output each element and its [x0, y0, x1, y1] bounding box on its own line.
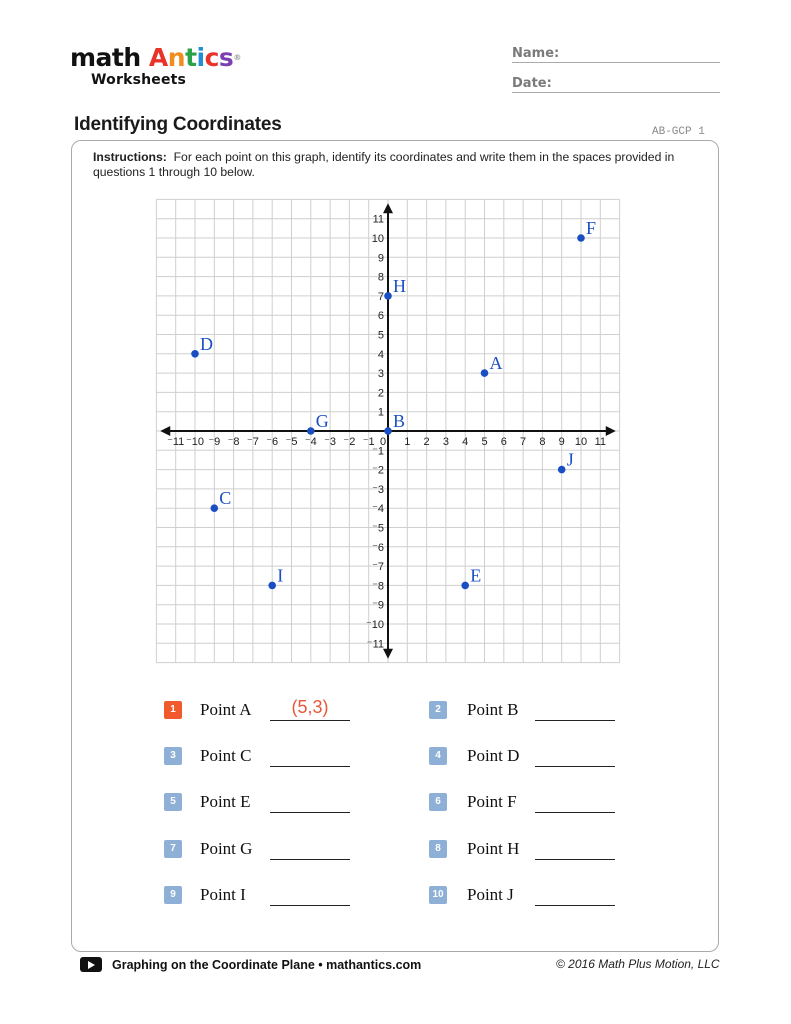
registered-mark: ® — [233, 53, 241, 62]
question-9 — [164, 885, 364, 909]
y-tick-label: ⁻10 — [365, 619, 384, 631]
question-number-badge: 4 — [429, 747, 447, 765]
coordinate-plane — [150, 195, 630, 670]
question-3 — [164, 746, 364, 770]
question-7 — [164, 839, 364, 863]
question-number-badge: 8 — [429, 840, 447, 858]
point-b — [384, 427, 392, 435]
math-antics-logo — [70, 44, 241, 88]
question-6 — [429, 792, 629, 816]
point-f — [577, 234, 585, 242]
question-5 — [164, 792, 364, 816]
point-h — [384, 292, 392, 300]
y-tick-label: ⁻6 — [372, 541, 384, 554]
point-label-h: H — [393, 275, 406, 296]
x-axis-left-arrow-icon — [160, 426, 170, 436]
point-label: Point I — [200, 885, 246, 904]
y-tick-label: ⁻5 — [372, 522, 384, 535]
y-tick-label: 3 — [377, 368, 384, 381]
x-tick-label: ⁻7 — [246, 436, 259, 448]
question-number-badge: 10 — [429, 886, 447, 904]
worksheet-code: AB-GCP 1 — [652, 126, 705, 138]
x-tick-label: 6 — [500, 436, 507, 448]
y-tick-label: ⁻7 — [372, 561, 384, 574]
point-d — [191, 350, 199, 358]
logo-letter: t — [185, 43, 197, 72]
page-title: Identifying Coordinates — [74, 114, 282, 135]
y-tick-label: ⁻2 — [372, 464, 384, 477]
question-4 — [429, 746, 629, 770]
x-tick-label: 10 — [574, 436, 588, 448]
answer-field[interactable] — [270, 720, 350, 721]
point-g — [307, 427, 315, 435]
answer-field[interactable] — [270, 812, 350, 813]
x-tick-label: ⁻9 — [208, 436, 221, 448]
point-label-a: A — [489, 353, 503, 374]
x-tick-label: ⁻3 — [324, 436, 337, 448]
y-tick-label: ⁻3 — [372, 483, 384, 496]
answer-value: (5,3) — [291, 697, 329, 717]
question-2 — [429, 700, 629, 724]
y-tick-label: 6 — [377, 310, 384, 323]
y-tick-label: 1 — [377, 406, 384, 419]
answer-field[interactable] — [535, 905, 615, 906]
x-tick-label: ⁻2 — [343, 436, 356, 448]
x-tick-label: 11 — [594, 436, 607, 448]
logo-letter: i — [196, 43, 205, 72]
x-tick-label: 1 — [404, 436, 411, 448]
copyright: © 2016 Math Plus Motion, LLC — [556, 957, 720, 971]
answer-field[interactable] — [535, 766, 615, 767]
y-axis-up-arrow-icon — [383, 203, 393, 213]
answer-field[interactable] — [270, 905, 350, 906]
question-8 — [429, 839, 629, 863]
x-tick-label: ⁻11 — [167, 436, 185, 448]
answer-field[interactable] — [535, 720, 615, 721]
point-label-i: I — [277, 565, 284, 586]
point-label: Point D — [467, 746, 520, 765]
point-label: Point H — [467, 839, 520, 858]
y-tick-label: 9 — [377, 252, 384, 265]
question-number-badge: 3 — [164, 747, 182, 765]
answer-field[interactable] — [270, 766, 350, 767]
point-label-c: C — [219, 488, 232, 509]
x-tick-label: 7 — [520, 436, 527, 448]
point-j — [558, 466, 566, 474]
question-number-badge: 9 — [164, 886, 182, 904]
point-label: Point C — [200, 746, 252, 765]
question-number-badge: 7 — [164, 840, 182, 858]
x-tick-label: 8 — [539, 436, 546, 448]
x-tick-label: ⁻10 — [185, 436, 205, 448]
point-label-f: F — [586, 218, 597, 238]
answer-field[interactable] — [535, 859, 615, 860]
y-tick-label: ⁻4 — [372, 503, 384, 516]
instructions — [93, 150, 693, 180]
y-tick-label: 2 — [377, 387, 384, 400]
y-tick-label: 8 — [377, 271, 384, 284]
logo-letter: c — [204, 43, 219, 72]
y-tick-label: ⁻9 — [372, 599, 384, 612]
x-tick-label: 2 — [423, 436, 430, 448]
y-tick-label: 4 — [377, 348, 384, 361]
date-label: Date: — [512, 76, 552, 91]
footer-video-title: Graphing on the Coordinate Plane • mathantics.com — [112, 957, 422, 972]
y-axis-down-arrow-icon — [383, 649, 393, 659]
question-number-badge: 2 — [429, 701, 447, 719]
x-axis-right-arrow-icon — [606, 426, 616, 436]
point-label-g: G — [315, 411, 329, 431]
y-tick-label: 5 — [377, 329, 384, 342]
y-tick-label: 7 — [377, 290, 384, 303]
y-tick-label: ⁻11 — [366, 638, 384, 651]
answer-field[interactable] — [270, 859, 350, 860]
question-number-badge: 6 — [429, 793, 447, 811]
y-tick-label: 11 — [372, 213, 384, 226]
point-label: Point E — [200, 792, 251, 811]
question-10 — [429, 885, 629, 909]
logo-letter: s — [218, 43, 234, 72]
logo-subtitle: Worksheets — [91, 72, 187, 88]
name-label: Name: — [512, 46, 560, 61]
name-field[interactable] — [512, 62, 720, 63]
play-icon — [80, 957, 102, 972]
x-tick-label: 5 — [481, 436, 488, 448]
x-tick-label: 0 — [379, 436, 387, 448]
instructions-text: For each point on this graph, identify its coordinates and write them in the spaces provided in questions 1 through 10 below. — [93, 150, 675, 179]
logo-letter: n — [167, 43, 186, 72]
footer-video-link[interactable] — [80, 957, 421, 972]
y-tick-label: 10 — [371, 233, 384, 245]
instructions-label: Instructions: — [93, 150, 167, 164]
point-label: Point B — [467, 700, 519, 719]
point-label: Point F — [467, 792, 517, 811]
x-tick-label: 9 — [558, 436, 565, 448]
x-tick-label: 4 — [462, 436, 469, 448]
point-i — [268, 582, 276, 590]
question-number-badge: 5 — [164, 793, 182, 811]
point-label: Point A — [200, 700, 252, 719]
x-tick-label: ⁻1 — [362, 436, 375, 448]
question-number-badge: 1 — [164, 701, 182, 719]
x-tick-label: ⁻6 — [266, 436, 279, 448]
question-1 — [164, 697, 364, 724]
point-label: Point J — [467, 885, 514, 904]
point-e — [461, 582, 469, 590]
y-tick-label: ⁻8 — [372, 580, 384, 593]
y-tick-label: ⁻1 — [372, 445, 384, 458]
date-field[interactable] — [512, 92, 720, 93]
logo-word-math: math — [70, 43, 141, 72]
x-tick-label: ⁻8 — [227, 436, 240, 448]
point-label-e: E — [470, 565, 482, 586]
logo-word-antics — [149, 43, 233, 72]
x-tick-label: ⁻4 — [304, 436, 317, 448]
x-tick-label: ⁻5 — [285, 436, 298, 448]
point-label: Point G — [200, 839, 253, 858]
point-a — [481, 369, 489, 377]
x-tick-label: 3 — [442, 436, 449, 448]
point-label-b: B — [393, 411, 406, 431]
answer-field[interactable] — [535, 812, 615, 813]
point-label-j: J — [566, 449, 574, 470]
point-label-d: D — [200, 333, 213, 354]
logo-letter: A — [148, 43, 168, 72]
point-c — [211, 504, 219, 512]
